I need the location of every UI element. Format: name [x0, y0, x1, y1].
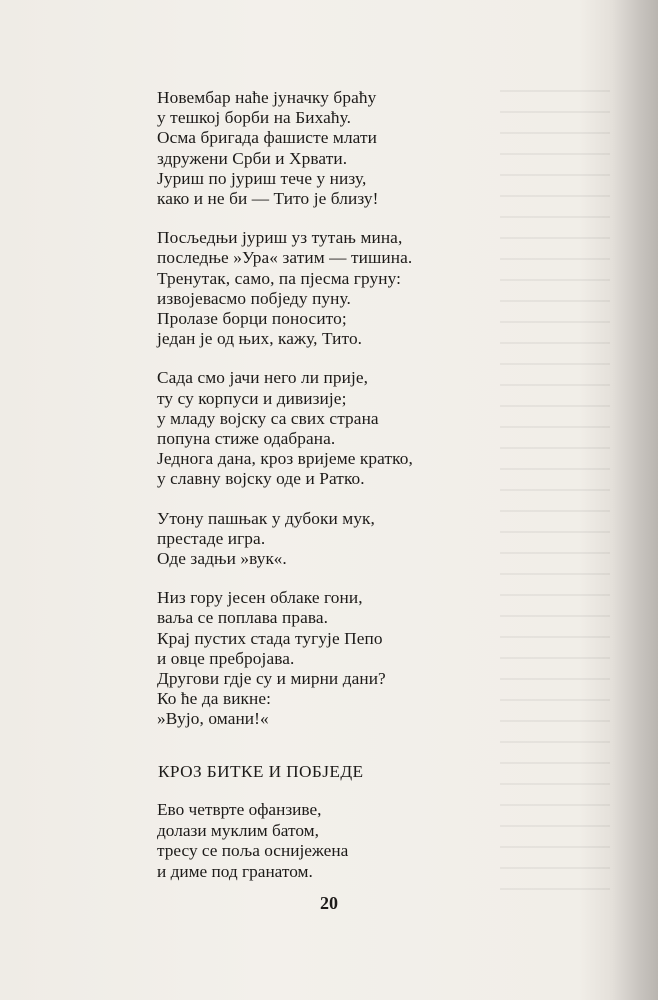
- verse-line: у славну војску оде и Ратко.: [157, 469, 365, 489]
- verse-line: Ко ће да викне:: [157, 689, 272, 709]
- section-poem: [157, 800, 487, 882]
- verse-line: попуна стиже одабрана.: [157, 429, 336, 449]
- verse-line: долази муклим батом,: [157, 820, 319, 840]
- verse-line: Ево четврте офанзиве,: [157, 800, 322, 819]
- verse-line: Другови гдје су и мирни дани?: [157, 669, 386, 689]
- verse-line: Утону пашњак у дубоки мук,: [157, 508, 375, 528]
- verse-line: Новембар наће јуначку браћу: [157, 88, 377, 107]
- verse-line: здружени Срби и Хрвати.: [157, 148, 348, 168]
- page-number: 20: [320, 893, 338, 913]
- stanza: [157, 509, 487, 570]
- verse-line: Низ гору јесен облаке гони,: [157, 588, 363, 608]
- section-title: КРОЗ БИТКЕ И ПОБЈЕДЕ: [158, 762, 364, 781]
- verse-line: Јуриш по јуриш тече у низу,: [157, 168, 367, 188]
- verse-line: последње »Ура« затим — тишина.: [157, 248, 413, 268]
- verse-line: како и не би — Тито је близу!: [157, 189, 379, 209]
- verse-line: Једнога дана, кроз вријеме кратко,: [157, 449, 413, 469]
- verse-line: и овце пребројава.: [157, 648, 295, 668]
- verse-line: престаде игра.: [157, 528, 266, 548]
- verse-line: »Вујо, омани!«: [157, 709, 269, 729]
- stanza: [157, 228, 487, 349]
- verse-line: у тешкој борби на Бихаћу.: [157, 108, 352, 128]
- verse-line: Оде задњи »вук«.: [157, 549, 287, 569]
- verse-line: Посљедњи јуриш уз тутањ мина,: [157, 228, 403, 248]
- verse-line: Осма бригада фашисте млати: [157, 128, 377, 148]
- show-through-text: [500, 90, 610, 890]
- stanza: [157, 88, 487, 209]
- verse-line: Тренутак, само, па пјесма груну:: [157, 268, 402, 288]
- verse-line: Пролазе борци поносито;: [157, 309, 347, 329]
- verse-line: у младу војску са свих страна: [157, 408, 379, 428]
- verse-line: тресу се поља оснијежена: [157, 841, 349, 860]
- verse-line: ту су корпуси и дивизије;: [157, 388, 347, 408]
- verse-line: Сада смо јачи него ли прије,: [157, 368, 369, 388]
- stanza: [157, 368, 487, 489]
- verse-line: Крај пустих стада тугује Пепо: [157, 628, 383, 648]
- verse-line: извојевасмо побједу пуну.: [157, 288, 351, 308]
- stanza: [157, 588, 487, 729]
- verse-line: и диме под гранатом.: [157, 861, 313, 881]
- verse-line: ваља се поплава права.: [157, 608, 329, 628]
- verse-line: један је од њих, кажу, Тито.: [157, 329, 363, 349]
- poem-body: [157, 88, 487, 749]
